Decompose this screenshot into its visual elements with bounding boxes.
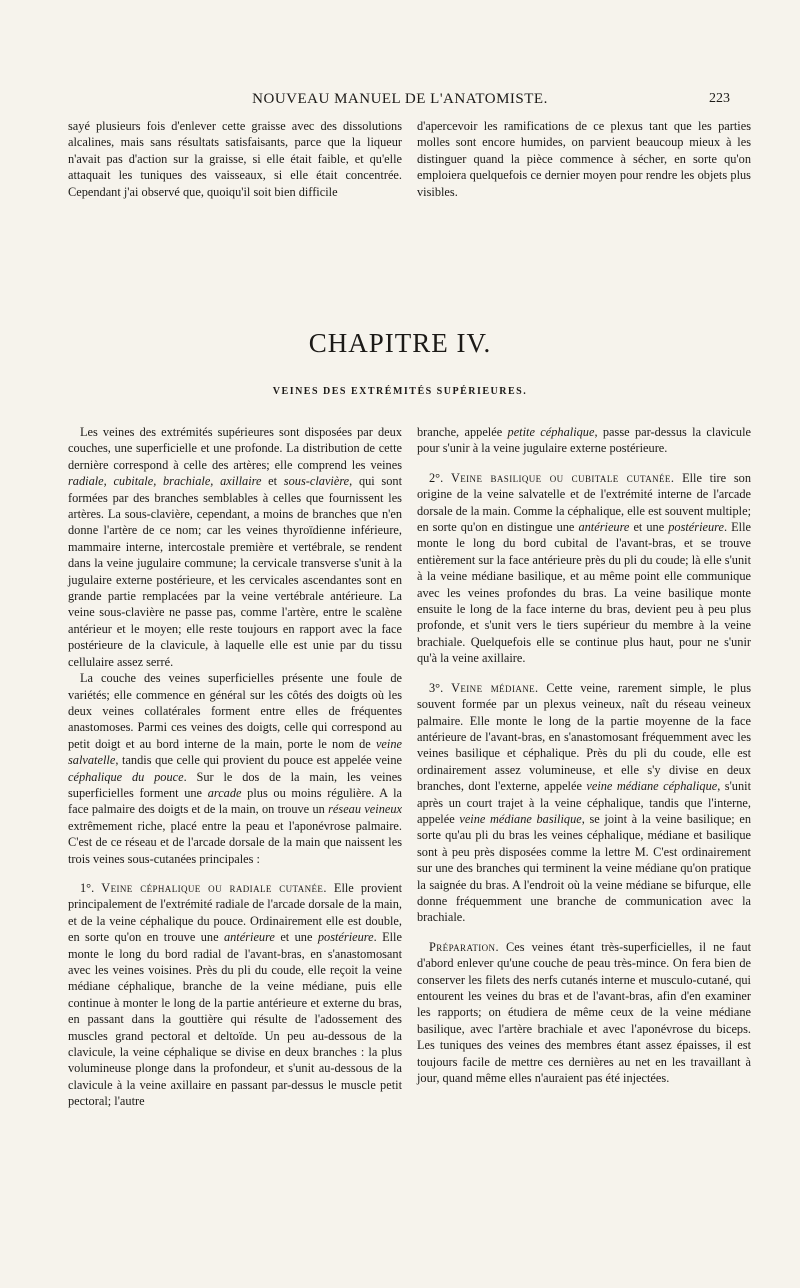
paragraph: 2°. Veine basilique ou cubitale cutanée. Elle tire son origine de la veine salvatelle et de l'extrémité interne de l'arcade dorsale de la main. Comme la céphalique, elle est souvent multiple; en sorte qu'on en distingue une antérieure et une postérieure. Elle monte le long du bord cubital de l'avant-bras, et se trouve entièrement sur la face antérieure près du pli du coude; là elle s'unit à la veine médiane basilique, et au même point elle communique avec les veines profondes du bras. La veine basilique monte ensuite le long de la face interne du bras, devient peu à peu plus profonde, et s'unit vers le tiers supérieur du membre à la veine brachiale. Quelquefois elle se continue plus haut, pour ne s'unir qu'à la veine axillaire. [417,470,752,666]
section-heading: Veine céphalique ou radiale cutanée. [101,880,327,895]
right-column [417,424,751,1086]
paragraph: Les veines des extrémités supérieures sont disposées par deux couches, une superficielle et une profonde. La distribution de cette dernière correspond à celle des artères; elle comprend les veines radiale, cubitale, brachiale, axillaire et sous-clavière, qui sont formées par des branches semblables à celles que fournissent les artères. La sous-clavière, cependant, a moins de branches que n'en donne l'artère de ce nom; car les veines thyroïdienne inférieure, mammaire interne, intercostale première et vertébrale, se rendent dans la veine jugulaire commune; la cervicale transverse s'unit à la jugulaire externe postérieure, et les cervicales ascendantes sont en grande partie remplacées par la veine vertébrale antérieure. La veine sous-clavière ne passe pas, comme l'artère, entre le scalène antérieur et le moyen; elle reste toujours en rapport avec la face postérieure de la clavicule, à laquelle elle est unie par du tissu cellulaire assez serré. [68,425,403,669]
paragraph: d'apercevoir les ramifications de ce plexus tant que les parties molles sont encore humides, on parvient beaucoup mieux à les distinguer quand la pièce commence à sécher, en sorte qu'on emploiera quelquefois ce dernier moyen pour rendre les objets plus visibles. [417,119,751,199]
continued-text-right [417,118,751,200]
paragraph: Préparation. Ces veines étant très-superficielles, il ne faut d'abord enlever qu'une couche de peau très-mince. On fera bien de conserver les filets des nerfs cutanés interne et musculo-cutané, qui entourent les veines du bras et de l'avant-bras, afin d'en examiner les rapports; on étudiera de même ceux de la veine médiane basilique, avec l'artère brachiale et avec l'aponévrose du biceps. Les tuniques des veines des membres étant assez épaisses, il est toujours facile de mettre ces dernières au net en les travaillant à jour, quand même elles n'auraient pas été injectées. [417,939,751,1086]
paragraph: 3°. Veine médiane. Cette veine, rarement simple, le plus souvent formée par un plexus veineux, naît du réseau veineux palmaire. Elle monte le long de la partie moyenne de la face antérieure de l'avant-bras, en s'anastomosant fréquemment avec les veines basilique et céphalique. Près du pli du coude, elle est ordinairement assez volumineuse, et elle s'y divise en deux branches, dont l'externe, appelée veine médiane céphalique, s'unit après un court trajet à la veine céphalique, tandis que l'interne, appelée veine médiane basilique, se joint à la veine basilique; en sorte qu'au pli du bras les veines céphalique, médiane et basilique sont à peu près disposées comme la lettre M. C'est ordinairement sur une des branches qui terminent la veine médiane qu'on pratique la saignée du bras. A l'endroit où la veine médiane se bifurque, elle donne fréquemment une branche de communication avec la brachiale. [417,680,752,925]
page-number: 223 [709,91,730,106]
section-heading: Veine basilique ou cubitale cutanée. [450,470,675,485]
chapter-subtitle: VEINES DES EXTRÉMITÉS SUPÉRIEURES. [272,386,528,397]
chapter-title: CHAPITRE IV. [308,328,492,358]
paragraph: sayé plusieurs fois d'enlever cette graisse avec des dissolutions alcalines, mais sans résultats satisfaisants, parce que la liqueur n'avait pas d'action sur la graisse, si elle était faible, et qu'elle attaquait les tuniques des vaisseaux, si elle était concentrée. Cependant j'ai observé que, quoiqu'il soit bien difficile [68,119,402,199]
continued-text-left [68,118,402,200]
paragraph: branche, appelée petite céphalique, passe par-dessus la clavicule pour s'unir à la veine jugulaire externe postérieure. [417,425,751,456]
left-column [68,424,402,1110]
running-title: NOUVEAU MANUEL DE L'ANATOMISTE. [252,91,548,107]
paragraph: 1°. Veine céphalique ou radiale cutanée. Elle provient principalement de l'extrémité radiale de l'arcade dorsale de la main, et de la veine céphalique du pouce. Ordinairement elle est double, en sorte qu'on en trouve une antérieure et une postérieure. Elle monte le long du bord radial de l'avant-bras, en s'anastomosant avec les veines voisines. Près du pli du coude, elle reçoit la veine médiane céphalique, branche de la veine médiane, puis elle continue à monter le long de la partie antérieure et externe du bras, en passant dans la gouttière qui résulte de l'adossement des muscles grand pectoral et deltoïde. Un peu au-dessous de la clavicule, la veine céphalique se divise en deux branches : la plus volumineuse plonge dans la profondeur, et s'unit au-dessous de la clavicule à la veine axillaire en passant par-dessus le muscle petit pectoral; l'autre [68,880,403,1109]
section-heading: Veine médiane. [451,680,539,695]
paragraph: La couche des veines superficielles présente une foule de variétés; elle commence en général sur les côtés des doigts où les deux veines collatérales forment entre elles de fréquentes anastomoses. Parmi ces veines des doigts, celle qui correspond au petit doigt et au bord interne de la main, porte le nom de veine salvatelle, tandis que celle qui provient du pouce est appelée veine céphalique du pouce. Sur le dos de la main, les veines superficielles forment une arcade plus ou moins régulière. A la face palmaire des doigts et de la main, on trouve un réseau veineux extrêmement riche, placé entre la peau et l'aponévrose palmaire. C'est de ce réseau et de l'arcade dorsale de la main que naissent les trois veines sous-cutanées principales : [68,671,403,866]
section-heading: Préparation. [429,939,499,954]
